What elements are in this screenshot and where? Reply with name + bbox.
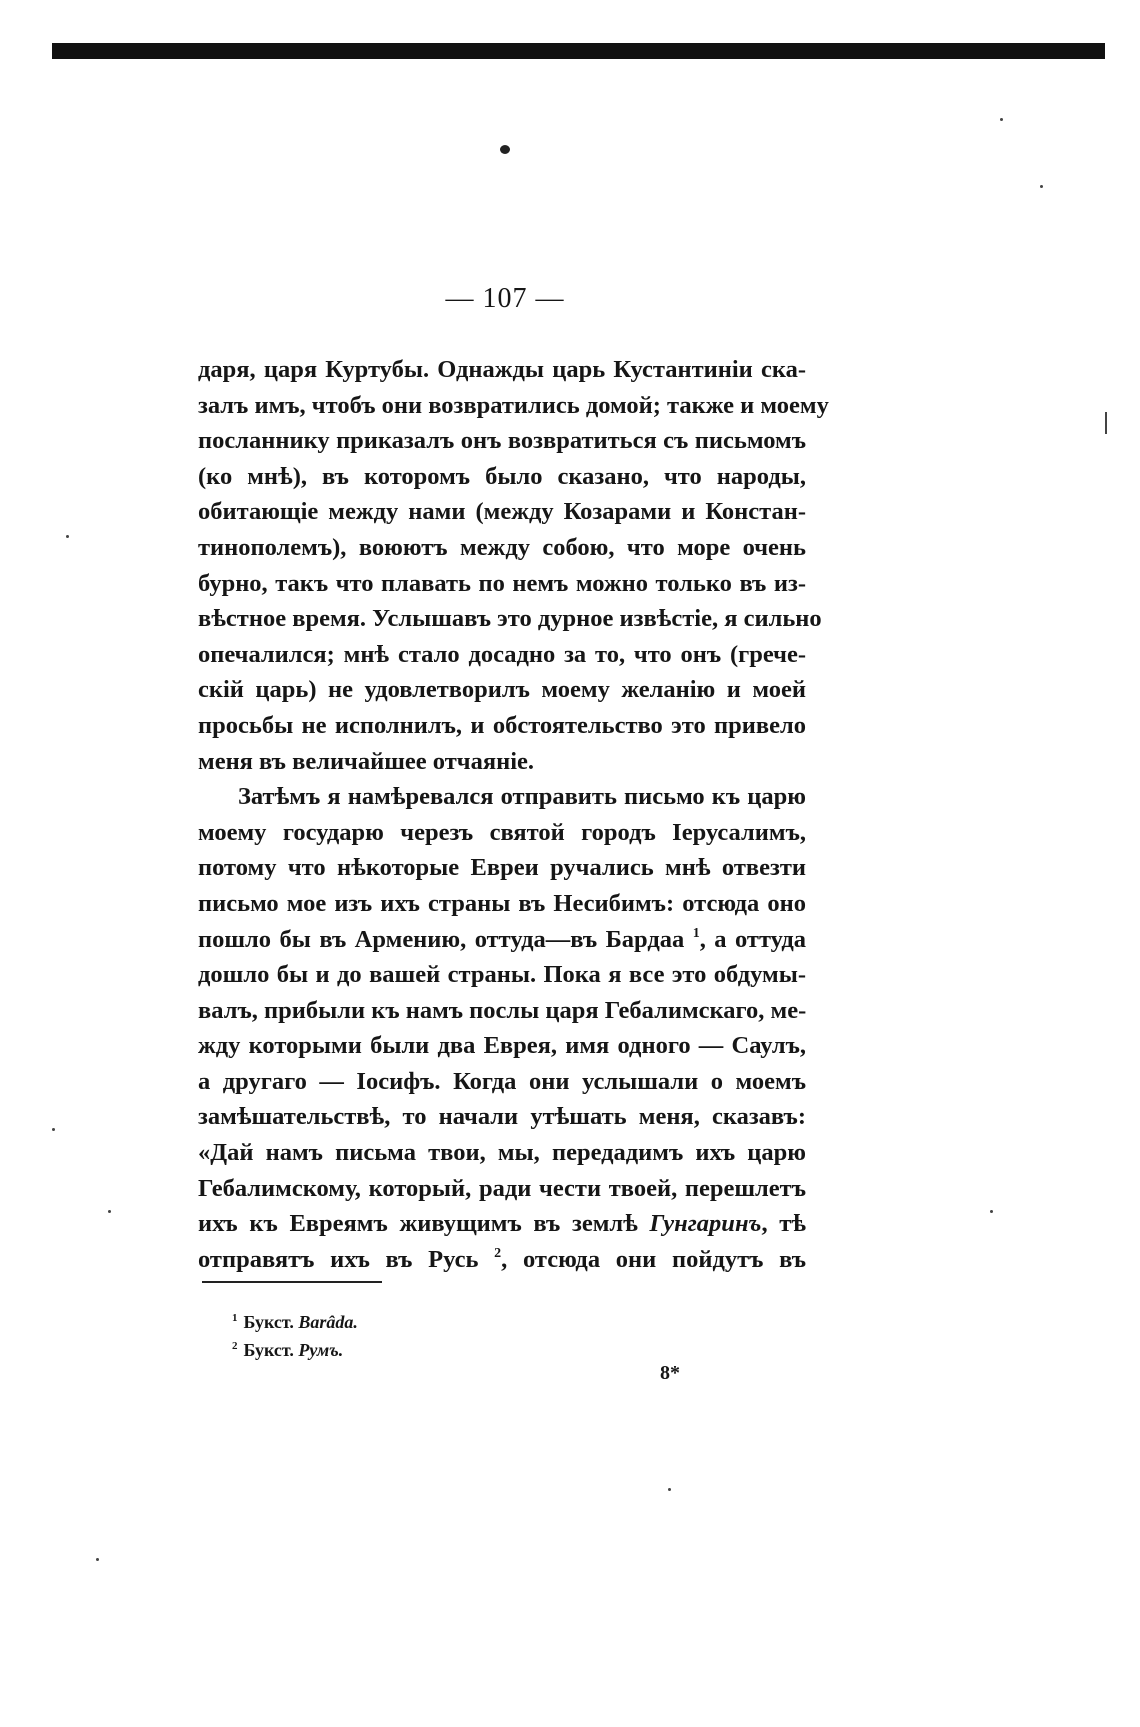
scan-speck bbox=[1040, 185, 1043, 188]
footnote-separator bbox=[202, 1281, 382, 1283]
text-line: замѣшательствѣ, то начали утѣшать меня, сказавъ: bbox=[198, 1103, 806, 1131]
footnote-label: Букст. bbox=[243, 1312, 294, 1332]
scan-speck bbox=[52, 1128, 55, 1131]
text-line: даря, царя Куртубы. Однажды царь Кустантиніи ска- bbox=[198, 356, 806, 383]
scan-speck bbox=[66, 535, 69, 538]
footnote-value: Румъ. bbox=[298, 1340, 344, 1360]
text-line: залъ имъ, чтобъ они возвратились домой; также и моему bbox=[198, 391, 829, 419]
text-line: скій царь) не удовлетворилъ моему желанію и моей bbox=[198, 676, 806, 704]
text-line: валъ, прибыли къ намъ послы царя Гебалимскаго, ме- bbox=[198, 996, 807, 1024]
text-line-with-footnote-ref bbox=[198, 922, 806, 958]
scan-speck bbox=[668, 1488, 671, 1491]
page-number: — 107 — bbox=[445, 283, 565, 314]
text-line: Затѣмъ я намѣревался отправить письмо къ царю bbox=[238, 783, 806, 811]
text-line: опечалился; мнѣ стало досадно за то, что онъ (грече- bbox=[198, 640, 806, 668]
text-line-with-footnote-ref bbox=[198, 1242, 806, 1278]
ink-blot bbox=[500, 145, 510, 154]
text-line: потому что нѣкоторые Евреи ручались мнѣ отвезти bbox=[198, 854, 806, 882]
text-line: обитающіе между нами (между Козарами и Констан- bbox=[198, 498, 806, 526]
text-line: Гебалимскому, который, ради чести твоей, перешлетъ bbox=[198, 1174, 806, 1202]
footnote-label: Букст. bbox=[243, 1340, 294, 1360]
footnotes bbox=[232, 1308, 358, 1364]
footnote-reference: 2 bbox=[494, 1245, 502, 1261]
main-text bbox=[198, 352, 829, 1277]
text-line: моему государю черезъ святой городъ Іерусалимъ, bbox=[198, 818, 806, 846]
text-line: письмо мое изъ ихъ страны въ Несибимъ: отсюда оно bbox=[198, 889, 806, 917]
top-border-rule bbox=[52, 43, 1105, 59]
text-fragment: , тѣ bbox=[761, 1210, 806, 1238]
footnote-marker: 1 bbox=[232, 1312, 238, 1324]
scan-speck bbox=[1105, 412, 1107, 434]
text-line-with-italic bbox=[198, 1206, 806, 1242]
text-line: бурно, такъ что плавать по немъ можно только въ из- bbox=[198, 569, 806, 597]
text-line: вѣстное время. Услышавъ это дурное извѣстіе, я сильно bbox=[198, 605, 822, 633]
text-line: посланнику приказалъ онъ возвратиться съ письмомъ bbox=[198, 427, 806, 455]
text-line: просьбы не исполнилъ, и обстоятельство это привело bbox=[198, 711, 806, 739]
text-line: «Дай намъ письма твои, мы, передадимъ ихъ царю bbox=[198, 1139, 806, 1167]
text-line: (ко мнѣ), въ которомъ было сказано, что народы, bbox=[198, 462, 806, 490]
footnote-marker: 2 bbox=[232, 1340, 238, 1352]
text-fragment: , отсюда они пойдутъ въ bbox=[501, 1245, 807, 1273]
text-line: а другаго — Іосифъ. Когда они услышали о моемъ bbox=[198, 1067, 806, 1095]
footnote-reference: 1 bbox=[692, 925, 700, 941]
footnote-value: Barâda. bbox=[298, 1312, 358, 1332]
scan-speck bbox=[108, 1210, 111, 1213]
text-line: меня въ величайшее отчаяніе. bbox=[198, 747, 535, 775]
text-fragment: отправятъ ихъ въ Русь bbox=[198, 1245, 479, 1273]
scan-speck bbox=[1000, 118, 1003, 121]
text-fragment: , а оттуда bbox=[699, 925, 807, 953]
scan-speck bbox=[990, 1210, 993, 1213]
text-fragment: ихъ къ Евреямъ живущимъ въ землѣ bbox=[198, 1210, 638, 1238]
text-line: тинополемъ), воюютъ между собою, что море очень bbox=[198, 533, 806, 561]
scan-speck bbox=[96, 1558, 99, 1561]
text-line: дошло бы и до вашей страны. Пока я все это обдумы- bbox=[198, 961, 806, 989]
footnote bbox=[232, 1308, 358, 1336]
italic-place-name: Гунгаринъ bbox=[649, 1210, 762, 1238]
text-line: жду которыми были два Еврея, имя одного — Саулъ, bbox=[198, 1032, 806, 1060]
text-fragment: пошло бы въ Армению, оттуда—въ Бардаа bbox=[198, 925, 685, 953]
printer-signature-mark: 8* bbox=[660, 1362, 680, 1384]
footnote bbox=[232, 1336, 358, 1364]
